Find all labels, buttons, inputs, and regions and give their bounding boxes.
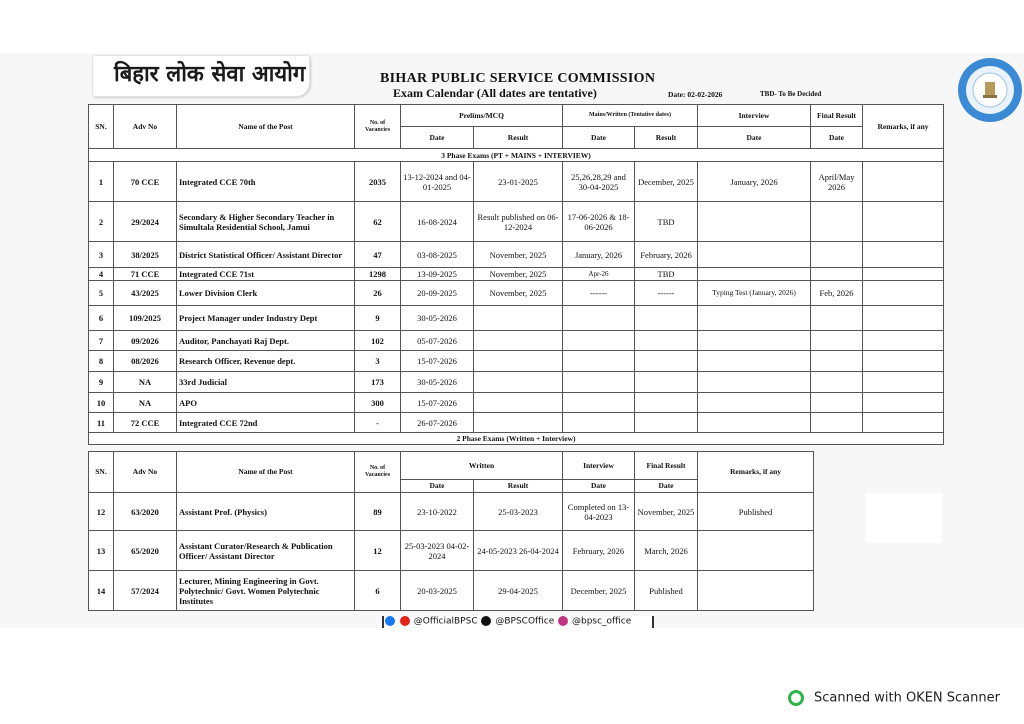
cell-post: Integrated CCE 71st: [177, 268, 355, 281]
cell-written-result: 29-04-2025: [474, 571, 563, 611]
cell-prelims-date: 20-09-2025: [401, 281, 474, 306]
cell-interview: [698, 242, 811, 268]
cell-prelims-result: [474, 413, 563, 433]
cell-prelims-date: 30-05-2026: [401, 372, 474, 393]
table-row: [89, 531, 814, 571]
cell-mains-date: 25,26,28,29 and 30-04-2025: [563, 162, 635, 202]
table-row: [89, 242, 944, 268]
cell-vacancies: 9: [355, 306, 401, 331]
cell-interview: [698, 351, 811, 372]
header-sn: SN.: [89, 105, 114, 149]
youtube-icon[interactable]: [400, 616, 410, 626]
cell-mains-date: ------: [563, 281, 635, 306]
cell-sn: 6: [89, 306, 114, 331]
table-row: [89, 331, 944, 351]
table-row: [89, 202, 944, 242]
cell-adv: 08/2026: [114, 351, 177, 372]
cell-mains-date: [563, 413, 635, 433]
cell-adv: 57/2024: [114, 571, 177, 611]
cell-adv: 29/2024: [114, 202, 177, 242]
header-post: Name of the Post: [177, 452, 355, 493]
subheader-result: Result: [474, 480, 563, 493]
cell-prelims-date: 15-07-2026: [401, 393, 474, 413]
cell-interview: [698, 268, 811, 281]
cell-final-result: March, 2026: [635, 531, 698, 571]
header-adv-no: Adv No: [114, 452, 177, 493]
cell-vacancies: -: [355, 413, 401, 433]
cell-mains-result: TBD: [635, 202, 698, 242]
cell-post: Lower Division Clerk: [177, 281, 355, 306]
cell-final-result: [811, 268, 863, 281]
scanner-logo-icon: [788, 690, 804, 706]
cell-interview: [698, 372, 811, 393]
cell-sn: 2: [89, 202, 114, 242]
cell-prelims-result: November, 2025: [474, 281, 563, 306]
table-row: [89, 571, 814, 611]
table-row: [89, 372, 944, 393]
subheader-date: Date: [563, 480, 635, 493]
tbd-note: TBD- To Be Decided: [760, 90, 822, 98]
cell-adv: 109/2025: [114, 306, 177, 331]
table-row: [89, 281, 944, 306]
cell-prelims-date: 15-07-2026: [401, 351, 474, 372]
cell-post: 33rd Judicial: [177, 372, 355, 393]
cell-remarks: [863, 242, 944, 268]
hindi-logo-text: बिहार लोक सेवा आयोग: [114, 62, 306, 87]
cell-adv: 38/2025: [114, 242, 177, 268]
cell-prelims-result: Result published on 06-12-2024: [474, 202, 563, 242]
cell-post: APO: [177, 393, 355, 413]
facebook-handle[interactable]: @OfficialBPSC: [413, 616, 478, 627]
cell-adv: 70 CCE: [114, 162, 177, 202]
cell-remarks: [863, 351, 944, 372]
cell-sn: 4: [89, 268, 114, 281]
cell-mains-result: [635, 413, 698, 433]
header-remarks: Remarks, if any: [863, 105, 944, 149]
cell-prelims-date: 13-12-2024 and 04-01-2025: [401, 162, 474, 202]
cell-mains-date: [563, 372, 635, 393]
cell-adv: 43/2025: [114, 281, 177, 306]
subheader-result: Result: [474, 127, 563, 149]
document-date: Date: 02-02-2026: [668, 90, 723, 99]
cell-final-result: [811, 306, 863, 331]
cell-sn: 13: [89, 531, 114, 571]
instagram-icon[interactable]: [558, 616, 568, 626]
cell-vacancies: 6: [355, 571, 401, 611]
cell-prelims-result: [474, 393, 563, 413]
cell-remarks: [863, 306, 944, 331]
cell-final-result: [811, 351, 863, 372]
header-vacancies: No. of Vacancies: [355, 105, 401, 149]
cell-mains-date: January, 2026: [563, 242, 635, 268]
cell-vacancies: 89: [355, 493, 401, 531]
table-row: [89, 413, 944, 433]
cell-mains-result: [635, 393, 698, 413]
cell-vacancies: 300: [355, 393, 401, 413]
cell-mains-date: [563, 306, 635, 331]
cell-mains-result: December, 2025: [635, 162, 698, 202]
table-row: [89, 162, 944, 202]
cell-post: Lecturer, Mining Engineering in Govt. Polytechnic/ Govt. Women Polytechnic Institutes: [177, 571, 355, 611]
cell-vacancies: 26: [355, 281, 401, 306]
cell-final-result: [811, 242, 863, 268]
cell-mains-date: [563, 393, 635, 413]
cell-post: Assistant Prof. (Physics): [177, 493, 355, 531]
cell-interview: December, 2025: [563, 571, 635, 611]
subheader-date: Date: [635, 480, 698, 493]
cell-vacancies: 173: [355, 372, 401, 393]
bpsc-seal-icon: [956, 54, 1024, 126]
cell-final-result: April/May 2026: [811, 162, 863, 202]
cell-sn: 10: [89, 393, 114, 413]
cell-remarks: [863, 372, 944, 393]
cell-sn: 7: [89, 331, 114, 351]
cell-interview: [698, 413, 811, 433]
subheader-date: Date: [401, 127, 474, 149]
cell-remarks: [863, 331, 944, 351]
cell-sn: 1: [89, 162, 114, 202]
cell-mains-result: [635, 372, 698, 393]
cell-final-result: November, 2025: [635, 493, 698, 531]
cell-interview: Completed on 13-04-2023: [563, 493, 635, 531]
cell-final-result: [811, 372, 863, 393]
cell-prelims-date: 05-07-2026: [401, 331, 474, 351]
header-remarks: Remarks, if any: [698, 452, 814, 493]
cell-prelims-result: [474, 372, 563, 393]
cell-final-result: [811, 331, 863, 351]
header-mains: Mains/Written (Tentative dates): [563, 105, 698, 127]
header-post: Name of the Post: [177, 105, 355, 149]
cell-prelims-result: November, 2025: [474, 242, 563, 268]
x-handle[interactable]: @BPSCOffice: [495, 616, 555, 627]
cell-sn: 3: [89, 242, 114, 268]
header-final-result: Final Result: [635, 452, 698, 480]
cell-mains-result: [635, 351, 698, 372]
cell-written-date: 25-03-2023 04-02-2024: [401, 531, 474, 571]
cell-adv: 72 CCE: [114, 413, 177, 433]
cell-prelims-date: 16-08-2024: [401, 202, 474, 242]
cell-sn: 9: [89, 372, 114, 393]
cell-adv: 65/2020: [114, 531, 177, 571]
table-row: [89, 393, 944, 413]
cell-final-result: [811, 202, 863, 242]
header-vacancies: No. of Vacancies: [355, 452, 401, 493]
cell-mains-date: Apr-26: [563, 268, 635, 281]
cell-vacancies: 102: [355, 331, 401, 351]
header-interview: Interview: [563, 452, 635, 480]
cell-mains-date: [563, 351, 635, 372]
cell-adv: NA: [114, 393, 177, 413]
cell-mains-result: February, 2026: [635, 242, 698, 268]
cell-post: Project Manager under Industry Dept: [177, 306, 355, 331]
cell-prelims-date: 26-07-2026: [401, 413, 474, 433]
scanner-text: Scanned with OKEN Scanner: [814, 690, 1000, 706]
cell-sn: 8: [89, 351, 114, 372]
cell-vacancies: 12: [355, 531, 401, 571]
cell-post: Research Officer, Revenue dept.: [177, 351, 355, 372]
header-interview: Interview: [698, 105, 811, 127]
cell-interview: January, 2026: [698, 162, 811, 202]
cell-mains-result: ------: [635, 281, 698, 306]
table-row: [89, 306, 944, 331]
facebook-icon[interactable]: [385, 616, 395, 626]
cell-prelims-date: 03-08-2025: [401, 242, 474, 268]
cell-remarks: [863, 281, 944, 306]
cell-sn: 11: [89, 413, 114, 433]
x-icon[interactable]: [481, 616, 491, 626]
cell-prelims-date: 13-09-2025: [401, 268, 474, 281]
cell-post: Secondary & Higher Secondary Teacher in Simultala Residential School, Jamui: [177, 202, 355, 242]
cell-adv: 63/2020: [114, 493, 177, 531]
cell-post: Integrated CCE 70th: [177, 162, 355, 202]
subheader-date: Date: [401, 480, 474, 493]
table-row: [89, 493, 814, 531]
subheader-result: Result: [635, 127, 698, 149]
cell-prelims-date: 30-05-2026: [401, 306, 474, 331]
header-prelims: Prelims/MCQ: [401, 105, 563, 127]
subheader-date: Date: [563, 127, 635, 149]
subheader-date: Date: [811, 127, 863, 149]
header-written: Written: [401, 452, 563, 480]
cell-vacancies: 1298: [355, 268, 401, 281]
cell-sn: 5: [89, 281, 114, 306]
cell-remarks: [698, 571, 814, 611]
table-row: [89, 351, 944, 372]
cell-adv: 09/2026: [114, 331, 177, 351]
cell-remarks: [698, 531, 814, 571]
cell-mains-result: [635, 306, 698, 331]
blank-area: [866, 493, 942, 543]
cell-adv: 71 CCE: [114, 268, 177, 281]
cell-written-result: 24-05-2023 26-04-2024: [474, 531, 563, 571]
cell-remarks: [863, 202, 944, 242]
cell-adv: NA: [114, 372, 177, 393]
cell-prelims-result: [474, 351, 563, 372]
cell-final-result: Feb, 2026: [811, 281, 863, 306]
cell-sn: 14: [89, 571, 114, 611]
header-adv-no: Adv No: [114, 105, 177, 149]
cell-prelims-result: [474, 331, 563, 351]
cell-post: Assistant Curator/Research & Publication Officer/ Assistant Director: [177, 531, 355, 571]
cell-prelims-result: 23-01-2025: [474, 162, 563, 202]
cell-post: Auditor, Panchayati Raj Dept.: [177, 331, 355, 351]
cell-vacancies: 3: [355, 351, 401, 372]
cell-sn: 12: [89, 493, 114, 531]
cell-interview: [698, 331, 811, 351]
cell-post: Integrated CCE 72nd: [177, 413, 355, 433]
cell-mains-date: 17-06-2026 & 18-06-2026: [563, 202, 635, 242]
section-three-phase: 3 Phase Exams (PT + MAINS + INTERVIEW): [89, 149, 944, 162]
cell-vacancies: 62: [355, 202, 401, 242]
cell-vacancies: 47: [355, 242, 401, 268]
cell-interview: February, 2026: [563, 531, 635, 571]
cell-interview: Typing Test (January, 2026): [698, 281, 811, 306]
cell-interview: [698, 202, 811, 242]
table-row: [89, 268, 944, 281]
cell-prelims-result: [474, 306, 563, 331]
cell-remarks: Published: [698, 493, 814, 531]
cell-remarks: [863, 393, 944, 413]
scanner-watermark: [788, 690, 1000, 710]
cell-written-date: 20-03-2025: [401, 571, 474, 611]
cell-mains-result: TBD: [635, 268, 698, 281]
header-sn: SN.: [89, 452, 114, 493]
header-final-result: Final Result: [811, 105, 863, 127]
cell-interview: [698, 393, 811, 413]
cell-post: District Statistical Officer/ Assistant Director: [177, 242, 355, 268]
cell-remarks: [863, 413, 944, 433]
cell-final-result: [811, 413, 863, 433]
section-two-phase: 2 Phase Exams (Written + Interview): [89, 433, 944, 445]
cell-final-result: [811, 393, 863, 413]
cell-remarks: [863, 268, 944, 281]
cell-mains-result: [635, 331, 698, 351]
two-phase-exam-table: [88, 451, 814, 611]
cell-written-result: 25-03-2023: [474, 493, 563, 531]
cell-final-result: Published: [635, 571, 698, 611]
three-phase-exam-table: [88, 104, 944, 445]
cell-remarks: [863, 162, 944, 202]
cell-prelims-result: November, 2025: [474, 268, 563, 281]
cell-vacancies: 2035: [355, 162, 401, 202]
cell-mains-date: [563, 331, 635, 351]
subheader-date: Date: [698, 127, 811, 149]
instagram-handle[interactable]: @bpsc_office: [571, 616, 632, 627]
cell-written-date: 23-10-2022: [401, 493, 474, 531]
social-handles-bar: [382, 616, 654, 628]
cell-interview: [698, 306, 811, 331]
